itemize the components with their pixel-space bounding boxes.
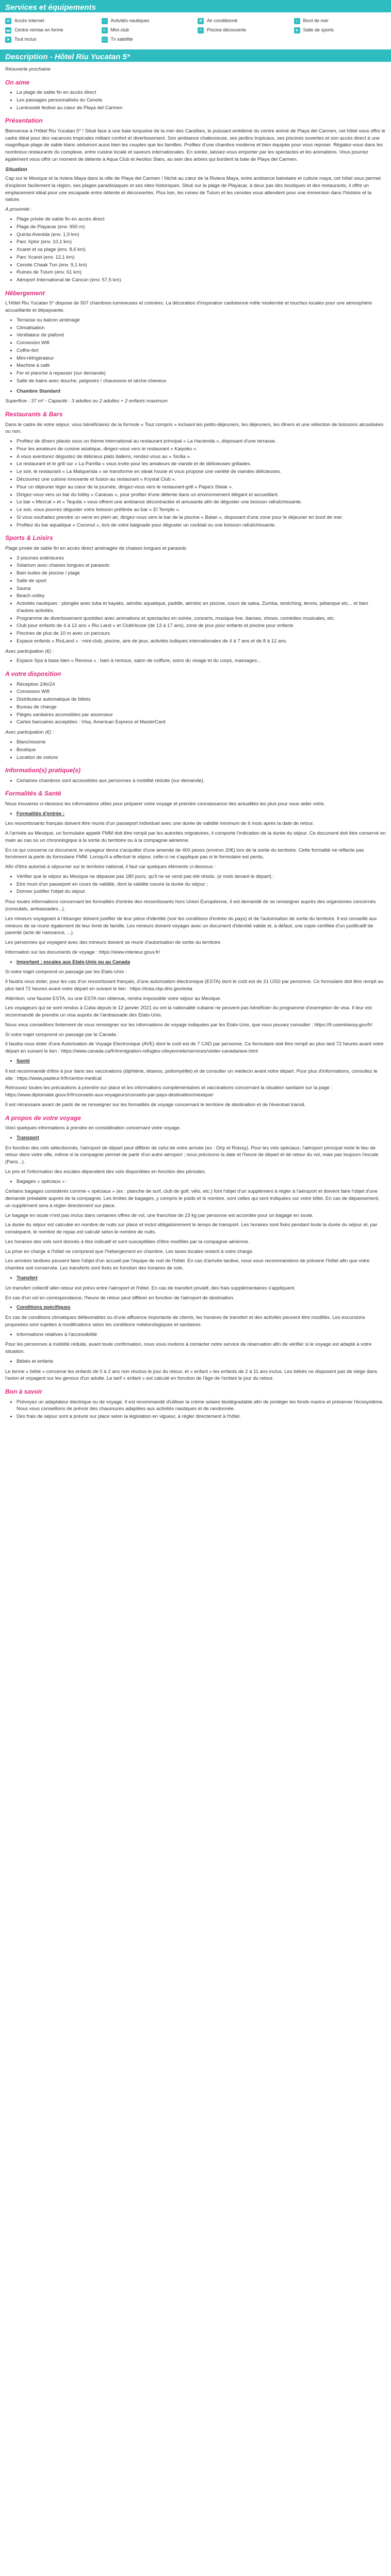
sports-text: Plage privée de sable fin en accès direct aménagée de chaises longues et parasols: [5, 545, 187, 551]
restaurants-text: Dans le cadre de votre séjour, vous bénéficierez de la formule « Tout compris » incluant les petits-déjeuners, les déjeuners, les dîners et une sélection de boissons alcoolisées ou non.: [5, 421, 384, 435]
list-item: • Programme de divertissement quotidien avec animations et spectacles en soirée, concerts, musique live, danses, shows, comédies musicales, etc.: [17, 615, 386, 622]
pool-icon: ≈: [198, 27, 204, 33]
list-item: • Sauna: [17, 585, 386, 592]
equipment-label: Piscine découverte: [207, 27, 247, 33]
list-item: • La plage de sable fin en accès direct: [17, 89, 386, 96]
formalites-p5: Afin d'être autorisé à séjourner sur le territoire national, il faut car quelques éléments ci-dessous :: [5, 864, 216, 870]
list-item: • Xcaret et sa plage (env. 8,6 km): [17, 246, 386, 253]
apropos-p3: Le prix et l'information des escales dépendent des vols disponibles en fonction des périodes.: [5, 1168, 206, 1175]
apropos-list2: [17, 1331, 386, 1338]
disposition-payant-title: Avec participation (€) :: [5, 730, 54, 736]
list-item: • Bagages « spéciaux » :: [17, 1178, 386, 1185]
transfert-title: • Transfert: [17, 1275, 386, 1282]
equipment-item: [5, 36, 97, 43]
informations-title: Information(s) pratique(s): [5, 767, 80, 774]
equipment-label: Tv satellite: [110, 37, 133, 42]
formalites-list: [17, 873, 386, 895]
equipment-item: [102, 27, 194, 34]
sport-icon: ●: [294, 27, 300, 33]
list-item: • Le soir, le restaurant « La Malquerida » se transforme en steak house et vous propose une variété de viandes délicieuses.: [17, 468, 386, 476]
equipment-item: [198, 18, 290, 25]
proximite-list: [17, 216, 386, 284]
list-item: • Salle de sport: [17, 578, 386, 585]
dumbbell-icon: ▬: [6, 28, 10, 32]
formalites-p15: Si votre trajet comprend un passage par le Canada :: [5, 1031, 119, 1038]
disposition-title: A votre disposition: [5, 670, 61, 678]
list-item: • Location de voiture: [17, 754, 386, 761]
equipments-title: Services et équipements: [5, 3, 96, 12]
list-item: • Vérifier que le séjour au Mexique ne dépasse pas 180 jours, qu'il ne se vend pas été résolu. (e mois devant le départ) ;: [17, 873, 386, 880]
list-item: • Connexion Wifi: [17, 340, 386, 347]
formalites-p9: Information sur les documents de voyage : https://www.interieur.gouv.fr/: [5, 949, 160, 955]
chambre-capacite: Superficie : 37 m² - Capacité : 3 adultes ou 2 adultes + 2 enfants maximum: [5, 398, 168, 404]
list-item: • Cenote Chaak Tun (env. 9,1 km): [17, 262, 386, 269]
on-aime-list: [17, 89, 386, 111]
escales-title: • Important : escales aux Etats-Unis ou au Canada: [17, 959, 386, 966]
list-item: • Dirigez-vous vers un bar du lobby « Caracas », pour profiter d'une détente dans un environnement élégant et accueillant.: [17, 492, 386, 499]
list-item: • Le bar « Mezcal » et « Tequila » vous offrent une ambiance décontractée et amusante afin de déguster une boisson rafraîchissante.: [17, 499, 386, 506]
list-item: • Espace Spa à base bien « Renova » : bain à remous, salon de coiffure, soins du visage et du corps, massages...: [17, 657, 386, 665]
formalites-entree-title: • Formalités d'entrée :: [17, 810, 386, 818]
list-item: • Blanchisserie: [17, 739, 386, 746]
child-icon: ☺: [102, 28, 107, 32]
formalites-p19: Il est nécessaire avant de partir de se renseigner sur les formalités de voyage concernant le territoire de destination et de l'éventuel transit.: [5, 1101, 306, 1108]
formalites-p11: Il faudra vous doter, pour les cas d'un ressortissant français, d'une autorisation électronique (ESTA) dont le coût est de 21 USD par personne. Ce formulaire doit être rempli au plus tard 72 heures avant votre départ en suivant le lien : https://esta.cbp.dhs.gov/esta: [5, 979, 384, 992]
beach-icon: ☼: [294, 18, 300, 24]
bon-savoir-list: [17, 1399, 386, 1420]
list-item: • Salle de bains avec douche, peignoirs / chaussons et sèche-cheveux: [17, 378, 386, 385]
list-item: • Piscines de plus de 10 m avec un parcours: [17, 630, 386, 637]
list-item: • Coffre-fort: [17, 347, 386, 354]
wifi-icon: ≋: [5, 18, 11, 24]
list-item: • Aéroport International de Cancún (env. 57,5 km): [17, 277, 386, 284]
list-item: • Fer et planche à repasser (sur demande): [17, 370, 386, 377]
list-item: • Bébés et enfants: [17, 1358, 386, 1365]
list-item: • Club pour enfants de 4 à 12 ans « Riu Land » et ClubHouse (de 13 à 17 ans), zone de jeux pour enfants et piscine pour enfants: [17, 622, 386, 630]
informations-list: [17, 777, 386, 785]
sports-title: Sports & Loisirs: [5, 534, 53, 542]
presentation-text: Bienvenue à l'Hôtel Riu Yucatan 5* ! Situé face à une baie turquoise de la mer des Caraïbes, le puissant emblème du centre animé de Playa del Carmen, cet hôtel vous offre le cadre idéal pour des vacances tropicales mêlant confort et divertissement. Son ambiance chaleureuse, ses jardins tropicaux, ses piscines ouvertes et son accès direct à une magnifique plage de sable blanc séduiront aussi bien les couples que les familles. Profitez d'une chambre moderne et bien équipée pour vous reposer. Régalez-vous dans les nombreux restaurants du complexe, entre cuisine locale et saveurs internationales. En soirée, laissez-vous emporter par les spectacles et les animations. Vous pourrez également vous offrir un moment de détente à Aqua Club et Aeoliss Stars, au sein des arbres qui bordent la baie de Playa del Carmen.: [5, 128, 386, 162]
formalites-p4: En ce qui concerne ce document, le voyageur devra s'acquitter d'une amende de 400 pesos (environ 20€) lors de la sortie du territoire. Cette formalité ne réflecte pas forcément la perte du formulaire FMM. Lorsqu'il a effectué le séjour, celle-ci ne s'applique pas si le formulaire est perdu.: [5, 847, 364, 860]
description-title: Description - Hôtel Riu Yucatan 5*: [5, 53, 130, 61]
transport-title: • Transport: [17, 1134, 386, 1142]
list-item: • Solarium avec chaises longues et parasols: [17, 562, 386, 569]
list-item: • Beach-volley: [17, 592, 386, 600]
list-item: • Activités nautiques : plongée avec tuba et kayaks, aérobic aquatique, paddle, aérobic en piscine, cours de salsa, Zumba, stretching, tennis, pétanque etc... et bien d'autres activités.: [17, 600, 386, 615]
reopening-note: Réouverte prochaine: [5, 66, 51, 72]
apropos-list3: [17, 1358, 386, 1365]
formalites-intro: Nous trouverez ci-dessous les informations utiles pour préparer votre voyage et prendre connaissance des actualités les plus pour vous aider votre.: [5, 801, 325, 807]
list-item: • Ruines de Tulum (env. 61 km): [17, 269, 386, 276]
list-item: • Parc Xcaret (env. 12,1 km): [17, 254, 386, 261]
situation-text: Cap sur le Mexique et la riviera Maya dans la ville de Playa del Carmen ! Niché au cœur de la Riviera Maya, entre ambiance balnéaire et culture maya, cet hôtel vous permet d'explorer facilement la région, ses plages paradisiaques et ses sites historiques. Situé sur la plage de Playacar, à deux pas des boutiques et des restaurants, il offre un emplacement idéal pour une escapade entre détente et découvertes. Plus loin, les ruines de Tulum et les cenotes vous attendent pour une immersion dans l'histoire et la nature.: [5, 176, 381, 203]
list-item: • Quinta Avenida (env. 1,9 km): [17, 231, 386, 239]
hebergement-text: L'Hôtel Riu Yucatan 5* dispose de 507 chambres lumineuses et colorées. La décoration d'inspiration caribéenne mêle modernité et touches locales pour une atmosphère accueillante et dépaysante.: [5, 300, 372, 314]
list-item: • Le soir, vous pourrez déguster votre boisson préférée au bar « El Templo ».: [17, 506, 386, 514]
situation-title: Situation: [5, 166, 27, 173]
formalites-p12: Attention, une fausse ESTA, ou une ESTA non obtenue, rendra impossible votre séjour au Mexique.: [5, 995, 221, 1002]
list-item: • 3 piscines extérieures: [17, 555, 386, 562]
equipment-item: [102, 36, 194, 43]
disposition-list: [17, 681, 386, 726]
list-item: • Bain bulles de piscine / plage: [17, 570, 386, 577]
conditions-title: • Conditions spécifiques: [17, 1304, 386, 1311]
list-item: • Parc Xplor (env. 10,1 km): [17, 239, 386, 246]
apropos-p14: Le terme « bébé » concerne les enfants de 0 à 2 ans non révolus le jour du retour, et « enfant » les enfants de 2 à 11 ans inclus. Les bébés ne disposent pas de siège dans l'avion et voyagent sur les genoux d'un adulte. Le tarif « enfant » est calculé en fonction de l'âge de l'enfant le jour du retour.: [5, 1368, 378, 1382]
equipment-item: [294, 18, 386, 25]
apropos-title: A propos de votre voyage: [5, 1114, 81, 1122]
list-item: • Informations relatives à l'accessibilité: [17, 1331, 386, 1338]
list-item: • Machine à café: [17, 362, 386, 369]
equipment-label: Tout inclus: [14, 37, 37, 42]
description-banner: [0, 49, 391, 62]
list-item: • Pour un déjeuner léger au cœur de la journée, dirigez-vous vers le restaurant-grill « Papa's Steak ».: [17, 484, 386, 491]
presentation-title: Présentation: [5, 117, 43, 125]
sports-payant-title: Avec participation (€) :: [5, 648, 54, 654]
list-item: • Pour les amateurs de cuisine asiatique, dirigez-vous vers le restaurant « Kaiyoko ».: [17, 446, 386, 453]
equipment-label: Bord de mer: [303, 18, 329, 24]
chambre-standard-label: • Chambre Standard: [17, 388, 386, 395]
equipment-label: Centre remise en forme: [14, 27, 63, 33]
apropos-p10: Un transfert collectif aller-retour est prévu entre l'aéroport et l'hôtel. En cas de transfert privatif, des frais supplémentaires s'appliquent.: [5, 1285, 296, 1291]
formalites-p8: Les personnes qui voyagent avec des mineurs doivent se munir d'autorisation de sortie du territoire.: [5, 940, 222, 946]
apropos-p5: Le bagage en soute n'est pas inclus dans certaines offres de vol, une franchise de 23 kg par personne est accordée pour un bagage en soute.: [5, 1212, 314, 1218]
list-item: • Mini-réfrigérateur: [17, 355, 386, 362]
equipment-item: [198, 27, 290, 34]
proximite-title: A proximité :: [5, 207, 32, 213]
equipment-item: [5, 27, 97, 34]
apropos-p11: En cas d'un vol en correspondance, l'heure de retour peut différer en fonction de l'aéroport de destination.: [5, 1295, 235, 1301]
equipments-banner: [0, 0, 391, 12]
list-item: • Luminosité festive au cœur de Playa del Carmen: [17, 105, 386, 112]
formalites-p10: Si votre trajet comprend un passage par les Etats-Unis :: [5, 969, 127, 975]
formalites-title: Formalités & Santé: [5, 790, 61, 798]
equipment-item: [102, 18, 194, 25]
list-item: • Réception 24h/24: [17, 681, 386, 688]
apropos-list: [17, 1178, 386, 1185]
description-content: [0, 62, 391, 1420]
formalites-p7: Les mineurs voyageant à l'étranger doivent justifier de leur pièce d'identité (voir les conditions d'entrée du pays) et de l'autorisation de sortie du territoire. Il est conseillé aux mineurs de se munir également de leur livret de famille. Les mineurs doivent voyager avec un document d'identité valide et, à défaut, une copie certifiée d'un justificatif de parenté (acte de naissance, ...).: [5, 916, 377, 936]
formalites-p16: Il faudra vous doter d'une Autorisation de Voyage Electronique (AVE) dont le coût est de 7 CAD par personne. Ce formulaire doit être rempli au plus tard 72 heures avant votre départ en suivant le lien : https://www.canada.ca/fr/immigration-refugies-citoyennete/services/visiter-canada/ave.html: [5, 1041, 384, 1055]
on-aime-title: On aime: [5, 78, 30, 86]
list-item: • Donner justifier l'objet du séjour.: [17, 888, 386, 895]
apropos-p8: La prise en charge à l'hôtel ne comprend que l'hébergement en chambre. Les taxes locales restent à votre charge.: [5, 1248, 254, 1255]
sports-payant-list: [17, 657, 386, 665]
list-item: • Le restaurant et le grill sur « La Parrilla » vous invite pour les amateurs de viande et de délicieuses grillades.: [17, 461, 386, 468]
formalites-p13: Les voyageurs qui se sont rendus à Cuba depuis le 12 janvier 2021 ou ont la nationalité cubaine ne peuvent pas bénéficier du programme d'exemption de visa. Il leur est recommandé de prendre un visa auprès de l'ambassade des Etats-Unis.: [5, 1005, 372, 1019]
wave-icon: ~: [102, 18, 108, 24]
list-item: • Ventilateur de plafond: [17, 332, 386, 339]
apropos-p2: En fonction des vols sélectionnés, l'aéroport de départ peut différer de celui de votre arrivée (ex : Orly et Roissy). Pour les vols spéciaux, l'aéroport principal reste le lieu de retour dans votre ville, même si la compagnie permet de partir d'un autre aéroport ; nous précisons la date et l'heure de départ et de retour du vol, mais pas toujours l'escale (Paris...).: [5, 1145, 379, 1165]
formalites-p3: A l'arrivée au Mexique, un formulaire appelé FMM doit être rempli par les autorités migratoires, il comporte l'indication de la durée du séjour. Ce document doit être conservé en main au cas où un chronologique à la sortie du territoire ou à la compagnie aérienne.: [5, 831, 386, 843]
equipment-label: Salle de sports: [303, 27, 334, 33]
list-item: • Distributeur automatique de billets: [17, 696, 386, 703]
tv-icon: ▭: [102, 37, 108, 43]
list-item: • Bureau de change: [17, 704, 386, 711]
formalites-p2: Les ressortissants français doivent être munis d'un passeport individuel avec une durée de validité minimum de 6 mois après la date de retour.: [5, 821, 314, 827]
list-item: • Terrasse ou balcon aménagé: [17, 317, 386, 324]
snowflake-icon: ✻: [198, 18, 204, 24]
equipment-label: Accès Internet: [14, 18, 44, 24]
formalites-p18: Retrouvez toutes les précautions à prendre sur place et les informations complémentaires et vaccinations concernant la situation sanitaire sur la page : https://www.diplomatie.gouv.fr/fr/conseils-aux-voyageurs/conseils-par-pays-destination/mexique/: [5, 1085, 333, 1098]
equipment-label: Mini club: [110, 27, 129, 33]
list-item: • Pièges sanitaires accessibles par ascenseur: [17, 711, 386, 719]
sports-list: [17, 555, 386, 645]
list-item: • Profitez du bar aquatique « Coconut », lors de votre baignade pour déguster un cocktail ou une boisson rafraîchissante.: [17, 522, 386, 529]
equipment-label: Activités nautiques: [110, 18, 150, 24]
star-icon: ★: [5, 37, 11, 43]
apropos-p12: En cas de conditions climatiques défavorables ou d'une affluence importante de clients, les horaires de transfert et des activités peuvent être modifiés. Les excursions proposées sont sujettes à modifications selon les conditions météorologiques et sanitaires.: [5, 1315, 365, 1328]
apropos-p9: Les arrivées tardives peuvent faire l'objet d'un accueil par l'équipe de nuit de l'hôtel. En cas d'arrivée tardive, nous vous recommandons de prévenir l'hôtel afin que votre chambre soit conservée. Les transferts sont fixés en fonction des horaires de vols.: [5, 1258, 370, 1272]
sante-title: • Santé: [17, 1058, 386, 1065]
restaurants-title: Restaurants & Bars: [5, 411, 63, 418]
formalites-p14: Nous vous conseillons fortement de vous renseigner sur les informations de voyage indiquées par les Etats-Unis, que vous pouvez consulter : https://fr.usembassy.gov/fr/: [5, 1022, 373, 1028]
apropos-p7: Les horaires des vols sont donnés à titre indicatif et sont susceptibles d'être modifiés par la compagnie aérienne.: [5, 1239, 250, 1245]
list-item: • Des frais de séjour sont à prévoir sur place selon la législation en vigueur, à régler directement à l'hôtel.: [17, 1413, 386, 1420]
list-item: • Si vous souhaitez prendre un verre en plein air, dirigez-vous vers le bar de la piscine « Balan », disposant d'une zone pour le déjeuner en bord de mer.: [17, 514, 386, 521]
restaurants-list: [17, 438, 386, 529]
list-item: • A vous aventurez dégustez de délicieux plats italiens, rendez-vous au « Sicilia ».: [17, 453, 386, 461]
formalites-p17: Il est recommandé d'être à jour dans ses vaccinations (diphtérie, tétanos, poliomyélite) et de consulter un médecin avant votre départ. Pour plus d'informations, consultez le site : https://www.pasteur.fr/fr/centre-medical: [5, 1068, 378, 1081]
formalites-p6: Pour toutes informations concernant les formalités d'entrée des ressortissants hors Union Européenne, il est demandé de se renseigner auprès des organismes concernés (consulats, ambassades...).: [5, 899, 376, 912]
list-item: • Plage de Playacar (env. 950 m): [17, 224, 386, 231]
list-item: • Plage privée de sable fin en accès direct: [17, 216, 386, 223]
list-item: • Climatisation: [17, 325, 386, 332]
list-item: • Espace enfants « RiuLand » : mini-club, piscine, aire de jeux, activités ludiques internationales de 4 à 7 ans et de 8 à 12 ans.: [17, 638, 386, 645]
equipment-item: [294, 27, 386, 34]
equipments-grid: [0, 12, 391, 49]
apropos-p4: Certains bagages considérés comme « spéciaux » (ex : planche de surf, club de golf, vélo, etc.) font l'objet d'un supplément à régler à l'aéroport et doivent faire l'objet d'une demande préalable auprès de la compagnie. Les limites de bagages, y compris le poids et le nombre, sont celles qui sont indiquées sur votre billet. En cas de dépassement, un supplément sera à régler directement sur place.: [5, 1189, 380, 1209]
list-item: • Etre muni d'un passeport en cours de validité, dont la validité couvre la durée du séjour ;: [17, 881, 386, 888]
list-item: • Les passages personnalisés du Cenote: [17, 97, 386, 104]
hebergement-title: Hébergement: [5, 289, 45, 297]
list-item: • Boutique: [17, 747, 386, 754]
list-item: • Prévoyez un adaptateur électrique ou de voyage. Il est recommandé d'utiliser la crème solaire biodégradable afin de protéger les fonds marins et préserver l'écosystème. Nous vous conseillons de prévoir des chaussures adaptées aux activités nautiques et de randonnée.: [17, 1399, 386, 1413]
list-item: • Découvrez une cuisine innovante et fusion au restaurant « Krystal Club ».: [17, 476, 386, 483]
list-item: • Connexion Wifi: [17, 688, 386, 696]
list-item: • Certaines chambres sont accessibles aux personnes à mobilité réduite (sur demande).: [17, 777, 386, 785]
apropos-intro: Voici quelques informations à prendre en considération concernant votre voyage.: [5, 1125, 181, 1131]
hebergement-list: [17, 317, 386, 385]
list-item: • Profitez de dîners placés sous un thème international au restaurant principal « La Hacienda », disposant d'une terrasse.: [17, 438, 386, 445]
equipment-item: [5, 18, 97, 25]
equipment-label: Air conditionné: [207, 18, 238, 24]
list-item: • Cartes bancaires acceptées : Visa, American Express et MasterCard: [17, 719, 386, 726]
apropos-p13: Pour les personnes à mobilité réduite, avant toute confirmation, nous vous invitons à contacter notre service de réservation afin de vérifier si le voyage est adapté à votre situation.: [5, 1342, 372, 1355]
disposition-payant-list: [17, 739, 386, 761]
bon-savoir-title: Bon à savoir: [5, 1388, 43, 1396]
apropos-p6: La durée du séjour est calculée en nombre de nuits sur place et inclut obligatoirement le temps de transport. Les horaires sont fixés pendant toute la durée du séjour et, par conséquent, le nombre de repas est calculé selon le nombre de nuits.: [5, 1222, 378, 1235]
